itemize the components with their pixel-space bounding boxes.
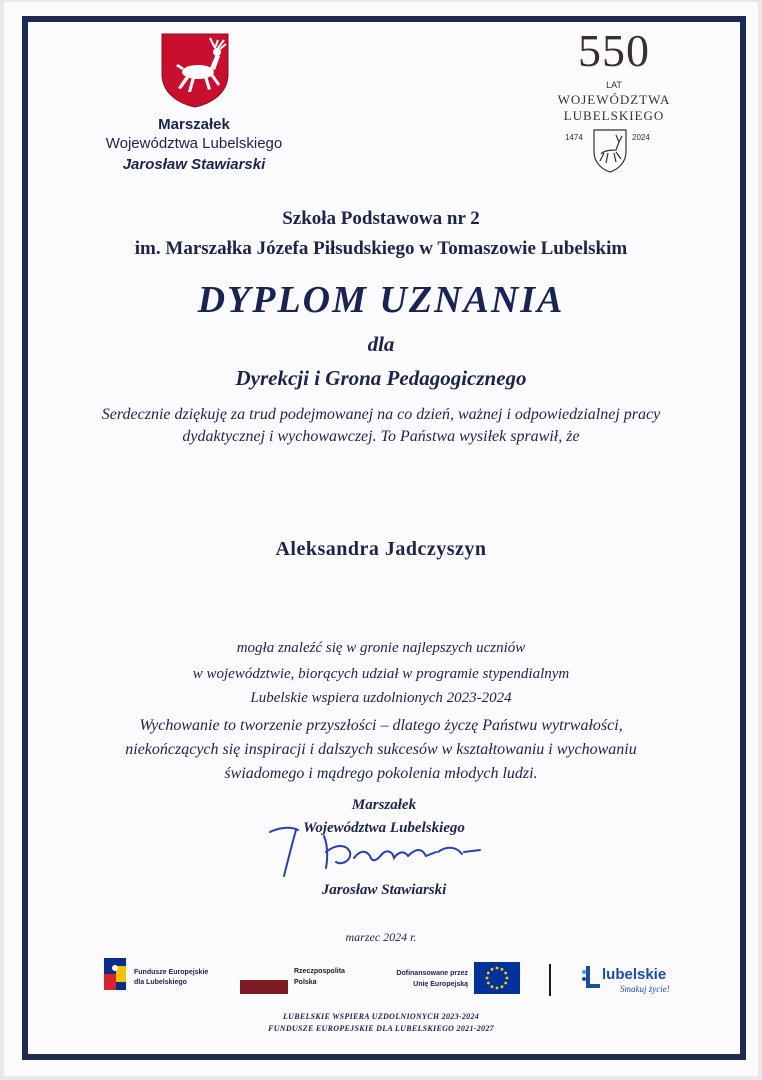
lubelskie-brand: lubelskie [602,966,667,983]
lubelskie-slogan: Smakuj życie! [620,984,670,994]
polish-flag-icon [240,980,288,994]
fundusze-europejskie-logo-icon [102,954,128,994]
diploma-page [4,2,758,1076]
jubilee-line1: WOJEWÓDZTWA [557,92,671,107]
signature-name: Jarosław Stawiarski [321,882,447,898]
jubilee-number: 550 [578,25,650,76]
header-marshal-voivodeship: Województwa Lubelskiego [105,135,283,152]
jubilee-lat: LAT [606,80,622,90]
header-marshal-name: Jarosław Stawiarski [122,156,266,173]
rp-logo-line2: Polska [294,979,317,986]
fe-logo-line2: dla Lubelskiego [134,979,187,986]
student-name: Aleksandra Jadczyszyn [275,538,487,560]
jubilee-line2: LUBELSKIEGO [563,108,665,123]
diploma-for: dla [367,332,395,356]
achievement-line-1: mogła znaleźć się w gronie najlepszych uczniów [236,640,526,656]
achievement-line-2: w województwie, biorących udział w programie stypendialnym [192,666,570,682]
wishes-line-1: Wychowanie to tworzenie przyszłości – dlatego życzę Państwu wytrwałości, [139,717,623,734]
school-name: Szkoła Podstawowa nr 2 [282,208,480,229]
coat-of-arms-deer-icon [160,32,230,108]
jubilee-year-end: 2024 [632,133,650,142]
signature-title: Marszałek [351,797,417,813]
diploma-recipient: Dyrekcji i Grona Pedagogicznego [235,366,527,390]
school-patron: im. Marszałka Józefa Piłsudskiego w Tomaszowie Lubelskim [134,238,628,259]
header-marshal-title: Marszałek [158,116,230,133]
diploma-title: DYPLOM UZNANIA [197,279,565,321]
lubelskie-logo-icon [580,964,602,990]
deer-emblem-icon [592,128,628,174]
jubilee-year-start: 1474 [565,133,583,142]
signature-voivodeship: Województwa Lubelskiego [303,820,465,836]
footer-divider [549,964,551,996]
thanks-line-2: dydaktycznej i wychowawczej. To Państwa wysiłek sprawił, że [182,428,580,445]
eu-logo-line1: Dofinansowane przez [396,970,468,977]
eu-flag-icon [474,962,520,994]
rp-logo-line1: Rzeczpospolita [294,968,345,975]
eu-logo-line2: Unię Europejską [413,981,468,988]
achievement-line-3: Lubelskie wspiera uzdolnionych 2023-2024 [250,690,512,706]
footer-funds: FUNDUSZE EUROPEJSKIE DLA LUBELSKIEGO 2021-2027 [268,1024,494,1033]
wishes-line-3: świadomego i mądrego pokolenia młodych ludzi. [224,765,538,782]
fe-logo-line1: Fundusze Europejskie [134,969,209,976]
issue-date: marzec 2024 r. [345,930,417,944]
thanks-line-1: Serdecznie dziękuję za trud podejmowanej na co dzień, ważnej i odpowiedzialnej pracy [101,406,661,423]
handwritten-signature [266,822,486,886]
wishes-line-2: niekończących się inspiracji i dalszych sukcesów w kształtowaniu i wychowaniu [125,741,637,758]
footer-program: LUBELSKIE WSPIERA UZDOLNIONYCH 2023-2024 [282,1012,480,1021]
